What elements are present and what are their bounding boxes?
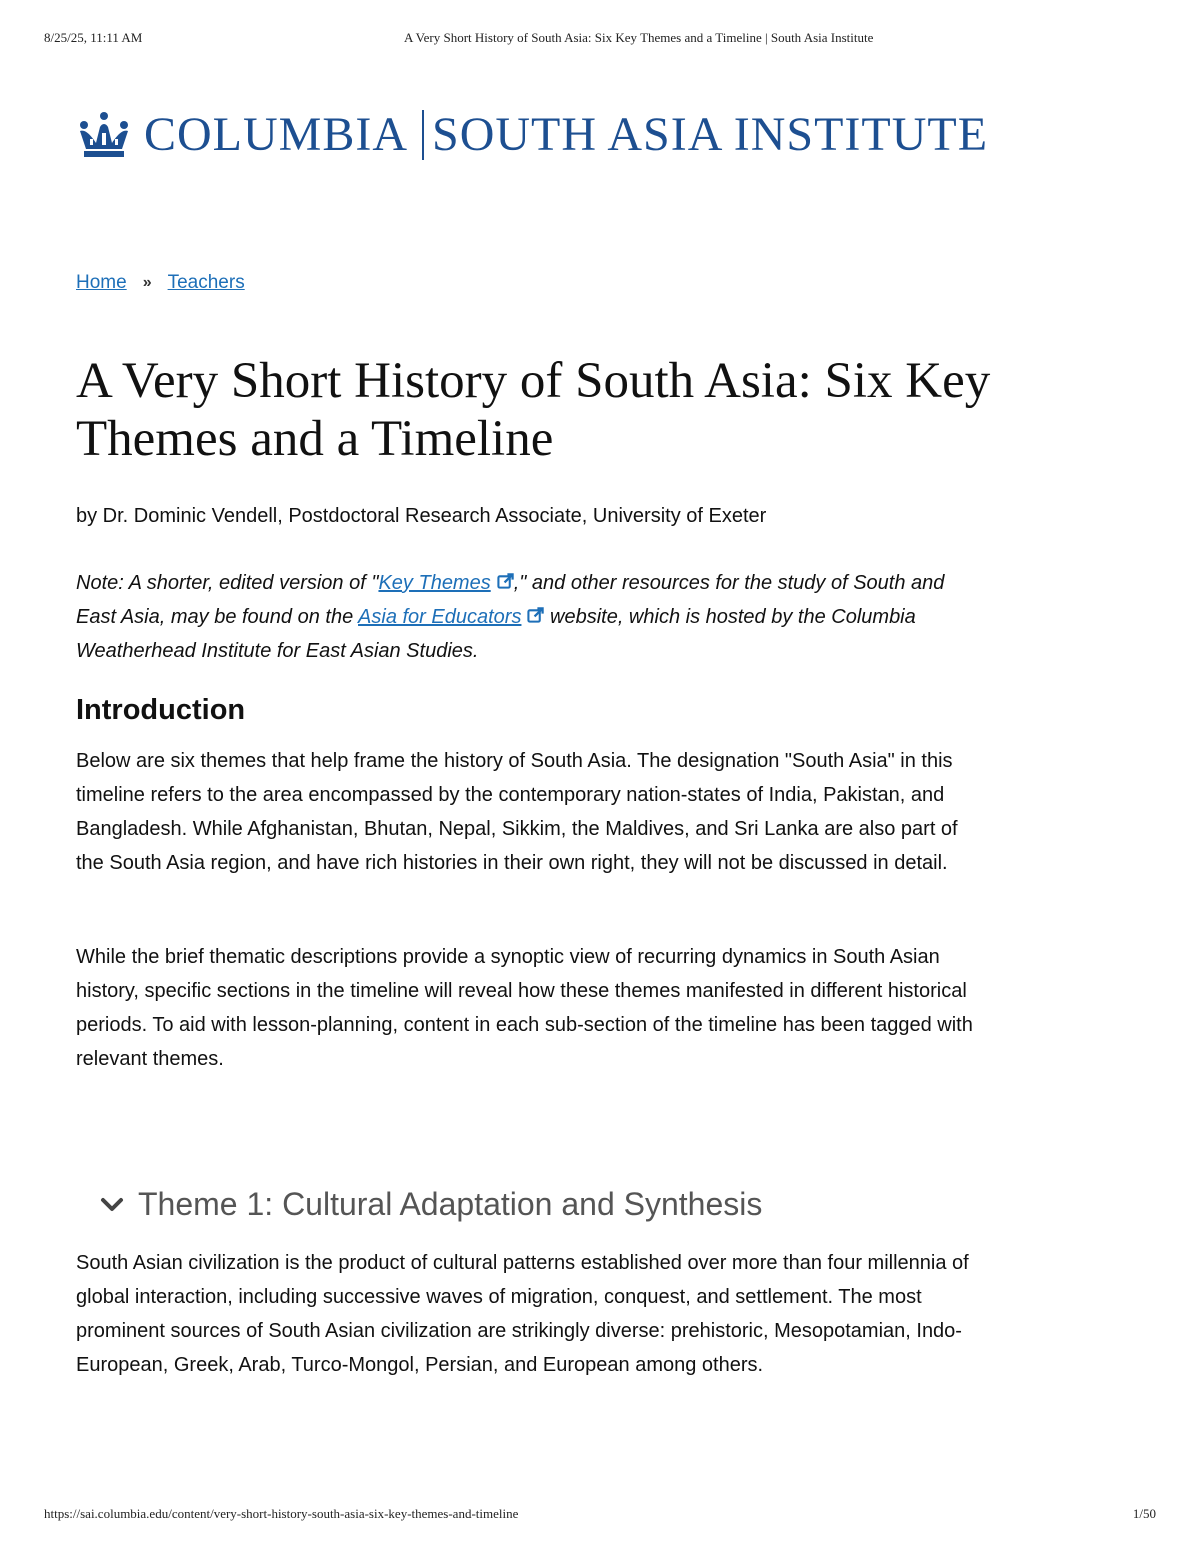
introduction-heading: Introduction — [76, 694, 246, 726]
print-url: https://sai.columbia.edu/content/very-short-history-south-asia-six-key-themes-and-timeline — [44, 1506, 519, 1521]
external-link-icon — [497, 573, 514, 590]
theme-1-heading: Theme 1: Cultural Adaptation and Synthesis — [138, 1186, 763, 1222]
print-date: 8/25/25, 11:11 AM — [44, 30, 143, 45]
logo-divider — [422, 110, 424, 160]
print-page-number: 1/50 — [1132, 1506, 1156, 1521]
page-title: A Very Short History of South Asia: Six Key Themes and a Timeline — [76, 353, 991, 467]
editorial-note — [76, 566, 976, 668]
theme-1-body: South Asian civilization is the product of cultural patterns established over more than four millennia of global interaction, including successive waves of migration, conquest, and settlement. The most prominent sources of South Asian civilization are strikingly diverse: prehistoric, Mesopotamian, Indo-European, Greek, Arab, Turco-Mongol, Persian, and European among others. — [76, 1252, 969, 1376]
logo-columbia-text: COLUMBIA — [144, 108, 409, 161]
theme-1-accordion-toggle[interactable] — [100, 1186, 762, 1223]
external-link-icon — [527, 607, 544, 624]
crown-icon — [76, 111, 132, 159]
introduction-paragraph-2: While the brief thematic descriptions provide a synoptic view of recurring dynamics in South Asian history, specific sections in the timeline will reveal how these themes manifested in different historical periods. To aid with lesson-planning, content in each sub-section of the timeline has been tagged with relevant themes. — [76, 946, 973, 1070]
logo-institute-text: SOUTH ASIA INSTITUTE — [432, 108, 989, 161]
breadcrumb-home-link[interactable]: Home — [76, 272, 127, 293]
print-document-title: A Very Short History of South Asia: Six Key Themes and a Timeline | South Asia Institute — [404, 30, 874, 45]
breadcrumb-teachers-link[interactable]: Teachers — [167, 272, 245, 293]
breadcrumb — [76, 272, 245, 294]
key-themes-link[interactable]: Key Themes — [378, 572, 491, 594]
print-footer — [44, 1506, 1156, 1526]
note-text-2: ," and other resources for the study of South and East Asia, may be found on the — [76, 572, 945, 628]
chevron-down-icon — [100, 1197, 124, 1213]
institute-logo[interactable] — [76, 100, 988, 170]
print-header — [44, 30, 1156, 50]
asia-for-educators-link[interactable]: Asia for Educators — [358, 606, 522, 628]
author-byline: by Dr. Dominic Vendell, Postdoctoral Research Associate, University of Exeter — [76, 505, 767, 527]
note-text-1: Note: A shorter, edited version of " — [76, 572, 379, 594]
breadcrumb-separator-icon: » — [142, 274, 152, 291]
note-text-3: website, which is hosted by the Columbia Weatherhead Institute for East Asian Studies. — [76, 606, 916, 662]
introduction-paragraph-1: Below are six themes that help frame the history of South Asia. The designation "South Asia" in this timeline refers to the area encompassed by the contemporary nation-states of India, Pakistan, and Bangladesh. While Afghanistan, Bhutan, Nepal, Sikkim, the Maldives, and Sri Lanka are also part of the South Asia region, and have rich histories in their own right, they will not be discussed in detail. — [76, 750, 958, 874]
